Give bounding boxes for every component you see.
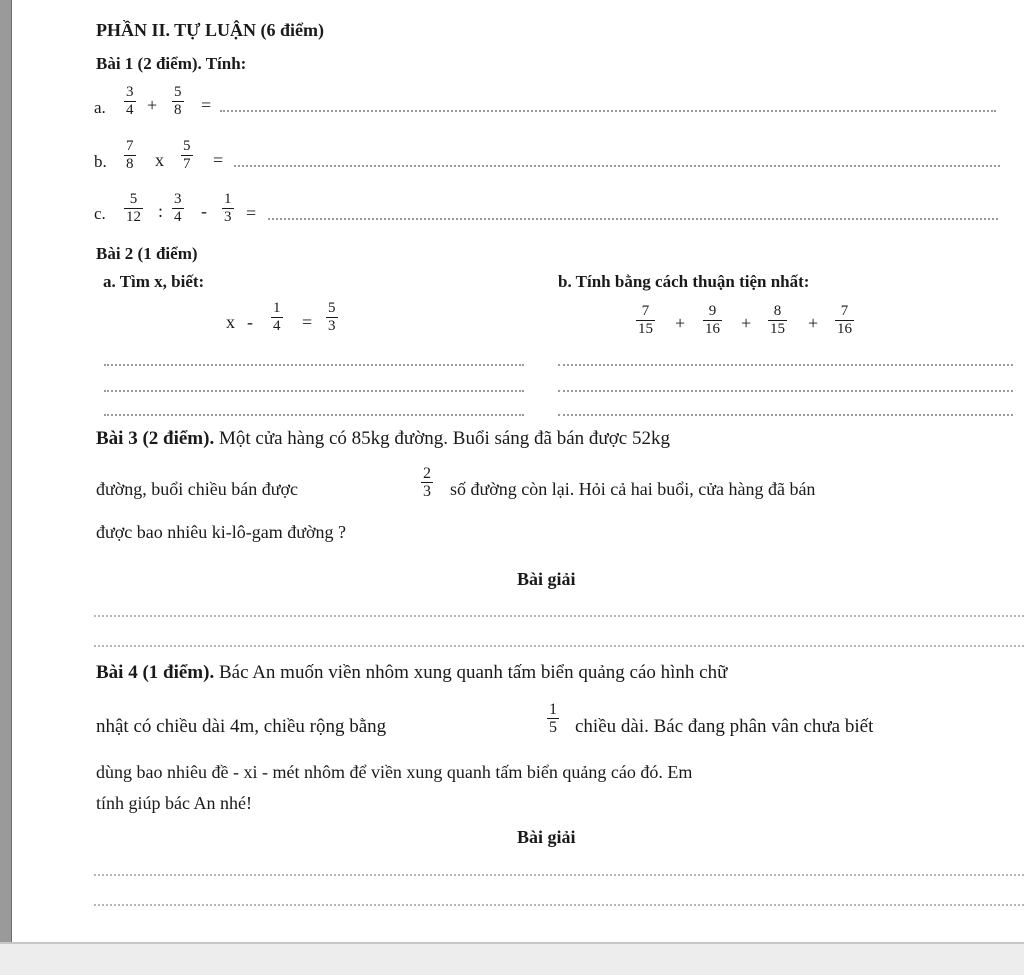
bai1-b-equals: = (213, 150, 224, 170)
bai4-fraction: 1 5 (549, 701, 557, 736)
bai1-c-fraction-3: 1 3 (224, 191, 232, 225)
section-title: PHẦN II. TỰ LUẬN (6 điểm) (96, 20, 324, 40)
bai1-a-fraction-2: 5 8 (174, 84, 182, 118)
bai3-label: Bài 3 (2 điểm). (96, 428, 215, 449)
bai1-b-fraction-2: 5 7 (183, 138, 191, 172)
bai3-line-3: được bao nhiêu ki-lô-gam đường ? (96, 522, 346, 542)
bai3-line-2-pre: đường, buổi chiều bán được (96, 479, 299, 499)
bai2-a-equals: = (302, 312, 313, 332)
bai4-text-1: Bác An muốn viền nhôm xung quanh tấm biển quảng cáo hình chữ (218, 662, 728, 683)
bai1-title: Bài 1 (2 điểm). Tính: (96, 54, 247, 73)
bai2-b-fraction-3: 8 15 (770, 303, 785, 337)
bai3-answer-line-1[interactable] (94, 615, 1024, 617)
bai1-b-label: b. (94, 152, 107, 171)
bai4-answer-line-2[interactable] (94, 904, 1024, 906)
bai1-c-fraction-1: 5 12 (126, 191, 141, 225)
bai1-a-label: a. (94, 98, 106, 117)
bai2-a-fraction-2: 5 3 (328, 300, 336, 334)
bai1-c-fraction-2: 3 4 (174, 191, 182, 225)
bai1-c-operator-divide: : (158, 201, 164, 221)
window-bottom-bar (0, 942, 1024, 975)
bai1-a-equals: = (201, 95, 212, 115)
bai2-b-plus-2: + (741, 313, 752, 333)
bai2-b-answer-line-3[interactable] (558, 414, 1013, 416)
bai4-label: Bài 4 (1 điểm). (96, 662, 215, 683)
bai3-solution-heading: Bài giải (517, 569, 576, 589)
bai3-line-1 (96, 428, 670, 450)
bai2-b-heading: b. Tính bằng cách thuận tiện nhất: (558, 272, 810, 291)
bai3-fraction: 2 3 (423, 465, 431, 500)
bai3-text-1: Một cửa hàng có 85kg đường. Buổi sáng đã bán được 52kg (218, 428, 670, 449)
bai2-b-fraction-4: 7 16 (837, 303, 852, 337)
bai1-b-fraction-1: 7 8 (126, 138, 134, 172)
bai4-solution-heading: Bài giải (517, 827, 576, 847)
bai1-b-operator: x (155, 150, 164, 170)
bai4-line-1 (96, 662, 727, 684)
bai2-a-minus: - (247, 312, 253, 332)
bai1-c-label: c. (94, 204, 106, 223)
bai4-line-2-post: chiều dài. Bác đang phân vân chưa biết (575, 716, 874, 737)
bai2-a-heading: a. Tìm x, biết: (103, 272, 205, 291)
bai2-b-answer-line-2[interactable] (558, 390, 1013, 392)
bai1-a-fraction-1: 3 4 (126, 84, 134, 118)
bai1-c-answer-line[interactable] (268, 218, 998, 220)
bai2-a-variable: x (226, 312, 235, 332)
bai4-line-2-pre: nhật có chiều dài 4m, chiều rộng bằng (96, 716, 387, 737)
bai3-line-2-post: số đường còn lại. Hỏi cả hai buổi, cửa hàng đã bán (450, 479, 816, 499)
bai1-a-answer-line[interactable] (220, 110, 996, 112)
bai2-a-answer-line-2[interactable] (104, 390, 524, 392)
bai4-line-4: tính giúp bác An nhé! (96, 793, 252, 813)
bai1-b-answer-line[interactable] (234, 165, 1000, 167)
bai1-c-equals: = (246, 203, 257, 223)
bai2-b-answer-line-1[interactable] (558, 364, 1013, 366)
bai2-title: Bài 2 (1 điểm) (96, 244, 198, 263)
bai4-answer-line-1[interactable] (94, 874, 1024, 876)
bai2-a-answer-line-1[interactable] (104, 364, 524, 366)
bai1-c-operator-minus: - (201, 201, 207, 221)
bai4-line-3: dùng bao nhiêu đề - xi - mét nhôm để viền xung quanh tấm biển quảng cáo đó. Em (96, 762, 693, 782)
bai2-b-plus-1: + (675, 313, 686, 333)
bai2-b-plus-3: + (808, 313, 819, 333)
bai2-b-fraction-2: 9 16 (705, 303, 720, 337)
bai1-a-operator: + (147, 95, 158, 115)
bai2-a-fraction-1: 1 4 (273, 300, 281, 334)
bai2-b-fraction-1: 7 15 (638, 303, 653, 337)
bai2-a-answer-line-3[interactable] (104, 414, 524, 416)
bai3-answer-line-2[interactable] (94, 645, 1024, 647)
